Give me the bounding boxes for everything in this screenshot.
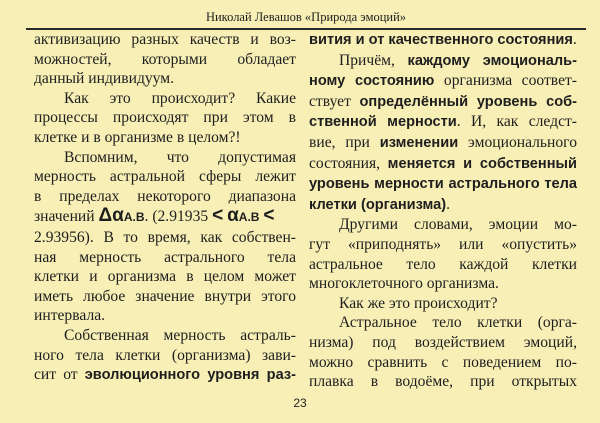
text-line [309,92,577,113]
text-fragment: состояния, [309,154,388,172]
bold-fragment: ственной мерности [309,114,457,131]
text-line: плавка в водоёме, при открытых [309,373,577,391]
text-line: процессы происходят при этом в [34,109,296,127]
paragraph [309,313,577,391]
text-line: Астральное тело клетки (орга- [339,314,577,332]
text-fragment: . И, как следст- [456,113,578,131]
text-fragment: . [446,195,451,213]
text-fragment: сит от [34,366,85,384]
text-line: астральное тело каждой клетки [309,255,577,273]
less-than-symbol: < [212,205,224,227]
text-line: данный индивидуум. [34,70,175,88]
less-than-symbol: < [263,205,275,227]
paragraph [34,326,296,386]
paragraph [34,30,296,89]
text-line: можностей, которыми обладает [34,50,296,68]
bold-fragment: вития и от качественного состояния [309,32,573,48]
paragraph [309,215,577,293]
text-line: Собственная мерность астраль- [64,326,296,344]
text-line [309,112,577,133]
bold-fragment: ному состоянию [309,73,435,90]
text-line: клетки и организма в целом может [34,268,296,286]
paragraph [309,30,577,51]
bold-fragment: изменении [379,134,459,151]
text-line [34,365,296,386]
text-line: интервала. [34,307,106,325]
bold-fragment: уровень мерности астрального тела [309,176,577,193]
text-line: ного тела клетки (организма) зави- [34,346,296,364]
alpha-symbol: α [227,205,239,227]
text-fragment: Причём, [339,51,408,69]
bold-fragment: эволюционного уровня раз- [84,367,296,384]
paragraph [309,294,577,314]
text-line [309,30,577,51]
text-line: в пределах некоторого диапазона [34,187,296,205]
text-line [309,133,577,154]
page-number: 23 [293,396,307,410]
text-line: можно сравнить с поведением по- [309,353,577,371]
bold-fragment: меняется и собственный [387,155,577,172]
running-header: Николай Левашов «Природа эмоций» [26,6,586,30]
bold-fragment: определённый уровень соб- [359,93,577,110]
text-line: многоклеточного организма. [309,275,499,293]
paragraph [34,148,296,326]
text-line: Как же это происходит? [339,294,498,312]
paragraph [309,51,577,216]
text-line [309,71,577,92]
text-line [309,51,577,72]
text-line: ная мерность астрального тела [34,248,296,266]
bold-fragment: каждому эмоциональ- [407,52,577,69]
left-column [34,30,296,386]
text-line: Как это происходит? Какие [64,89,296,107]
delta-alpha-symbol: Δα [98,205,124,227]
text-fragment: организма соответ- [434,72,577,90]
bold-fragment: клетки (организма) [309,196,447,213]
formula-line [34,206,296,228]
text-line: Вспомним, что допустимая [64,148,296,166]
text-line: низма) под воздействием эмоций, [309,333,577,351]
text-fragment: . (2.91935 [144,208,213,226]
text-line: клетке и в организме в целом?! [34,128,241,146]
text-line [309,154,577,175]
text-line: активизацию разных качеств и воз- [34,31,296,48]
subscript: A.B [238,210,260,225]
right-column [309,30,577,392]
text-line: гут «приподнять» или «опустить» [309,235,577,253]
text-fragment: . [572,31,577,48]
paragraph [34,89,296,148]
text-line [309,174,577,195]
text-line: мерность астральной сферы лежит [34,168,296,186]
subscript: A.B [123,210,145,225]
text-line: 2.93956). В то время, как собствен- [34,228,296,246]
text-line: Другими словами, эмоции мо- [339,216,577,234]
text-fragment: эмоционального [458,133,577,151]
text-fragment: значений [34,208,99,226]
text-line: иметь любое значение внутри этого [34,287,296,305]
text-fragment: ствует [309,92,360,110]
text-line [309,195,577,216]
text-fragment: вие, при [309,133,380,151]
